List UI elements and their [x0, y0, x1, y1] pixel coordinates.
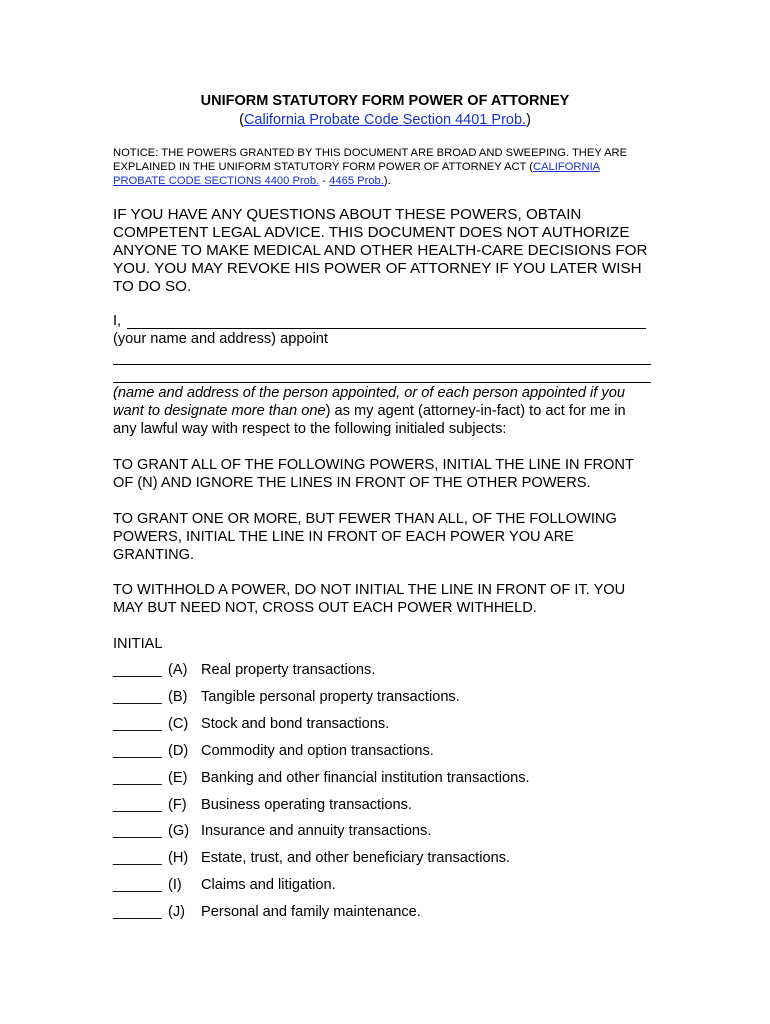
initial-blank[interactable]: ______: [113, 850, 162, 866]
power-description: Estate, trust, and other beneficiary transactions.: [201, 850, 511, 866]
notice-separator: -: [319, 175, 330, 187]
power-description: Business operating transactions.: [201, 797, 412, 813]
power-description: Banking and other financial institution transactions.: [201, 770, 530, 786]
subtitle-close: ): [526, 112, 531, 128]
notice-line-2-text: EXPLAINED IN THE UNIFORM STATUTORY FORM POWER OF ATTORNEY ACT (: [113, 161, 533, 173]
initial-blank[interactable]: ______: [113, 689, 162, 705]
initial-blank[interactable]: ______: [113, 877, 162, 893]
initial-blank[interactable]: ______: [113, 743, 162, 759]
instruction-grant-some: TO GRANT ONE OR MORE, BUT FEWER THAN ALL, OF THE FOLLOWING: [113, 511, 617, 527]
instruction-withhold: MAY BUT NEED NOT, CROSS OUT EACH POWER WITHHELD.: [113, 600, 537, 616]
power-description: Stock and bond transactions.: [201, 716, 390, 732]
agent-caption-line-2: [113, 403, 626, 419]
principal-caption: (your name and address) appoint: [113, 331, 328, 347]
power-description: Commodity and option transactions.: [201, 743, 434, 759]
power-letter: (E): [168, 770, 188, 786]
document-title: UNIFORM STATUTORY FORM POWER OF ATTORNEY: [200, 93, 570, 109]
power-letter: (J): [168, 904, 186, 920]
initial-blank[interactable]: ______: [113, 904, 162, 920]
principal-prefix: I,: [113, 313, 122, 329]
power-letter: (G): [168, 823, 190, 839]
initial-blank[interactable]: ______: [113, 770, 162, 786]
instruction-grant-all: OF (N) AND IGNORE THE LINES IN FRONT OF THE OTHER POWERS.: [113, 475, 591, 491]
power-letter: (D): [168, 743, 189, 759]
document-subtitle: [0, 112, 770, 128]
power-description: Insurance and annuity transactions.: [201, 823, 432, 839]
power-letter: (H): [168, 850, 189, 866]
initial-heading: INITIAL: [113, 636, 163, 652]
agent-caption-normal: ) as my agent (attorney-in-fact) to act for me in: [325, 403, 626, 419]
power-letter: (B): [168, 689, 188, 705]
probate-code-4400-link[interactable]: PROBATE CODE SECTIONS 4400 Prob.: [113, 175, 320, 187]
power-description: Claims and litigation.: [201, 877, 336, 893]
probate-code-4465-link[interactable]: 4465 Prob.: [329, 175, 384, 187]
agent-name-line-1[interactable]: [113, 364, 651, 365]
warning-line: IF YOU HAVE ANY QUESTIONS ABOUT THESE POWERS, OBTAIN: [113, 206, 582, 223]
instruction-grant-some: GRANTING.: [113, 547, 195, 563]
probate-code-4401-link[interactable]: California Probate Code Section 4401 Prob.: [243, 112, 527, 128]
warning-line: COMPETENT LEGAL ADVICE. THIS DOCUMENT DOES NOT AUTHORIZE: [113, 224, 630, 241]
instruction-grant-all: TO GRANT ALL OF THE FOLLOWING POWERS, INITIAL THE LINE IN FRONT: [113, 457, 634, 473]
initial-blank[interactable]: ______: [113, 797, 162, 813]
power-description: Tangible personal property transactions.: [201, 689, 460, 705]
power-letter: (I): [168, 877, 182, 893]
agent-name-line-2[interactable]: [113, 382, 651, 383]
subtitle-open: (: [239, 112, 244, 128]
agent-caption-italic: want to designate more than one: [113, 403, 326, 419]
power-description: Personal and family maintenance.: [201, 904, 421, 920]
power-letter: (A): [168, 662, 188, 678]
notice-line-3: [113, 175, 391, 187]
power-letter: (C): [168, 716, 189, 732]
notice-line-2: [113, 161, 600, 173]
principal-name-line[interactable]: [127, 328, 646, 329]
notice-end: ).: [383, 175, 391, 187]
warning-line: YOU. YOU MAY REVOKE HIS POWER OF ATTORNEY IF YOU LATER WISH: [113, 260, 642, 277]
notice-line-1: NOTICE: THE POWERS GRANTED BY THIS DOCUMENT ARE BROAD AND SWEEPING. THEY ARE: [113, 147, 628, 159]
initial-blank[interactable]: ______: [113, 823, 162, 839]
warning-line: TO DO SO.: [113, 278, 192, 295]
warning-line: ANYONE TO MAKE MEDICAL AND OTHER HEALTH-CARE DECISIONS FOR: [113, 242, 648, 259]
initial-blank[interactable]: ______: [113, 716, 162, 732]
power-description: Real property transactions.: [201, 662, 376, 678]
instruction-grant-some: POWERS, INITIAL THE LINE IN FRONT OF EACH POWER YOU ARE: [113, 529, 574, 545]
initial-blank[interactable]: ______: [113, 662, 162, 678]
instruction-withhold: TO WITHHOLD A POWER, DO NOT INITIAL THE LINE IN FRONT OF IT. YOU: [113, 582, 626, 598]
power-letter: (F): [168, 797, 187, 813]
california-link[interactable]: CALIFORNIA: [533, 161, 601, 173]
agent-caption-line-3: any lawful way with respect to the following initialed subjects:: [113, 421, 507, 437]
agent-caption: (name and address of the person appointed, or of each person appointed if you: [113, 385, 625, 401]
